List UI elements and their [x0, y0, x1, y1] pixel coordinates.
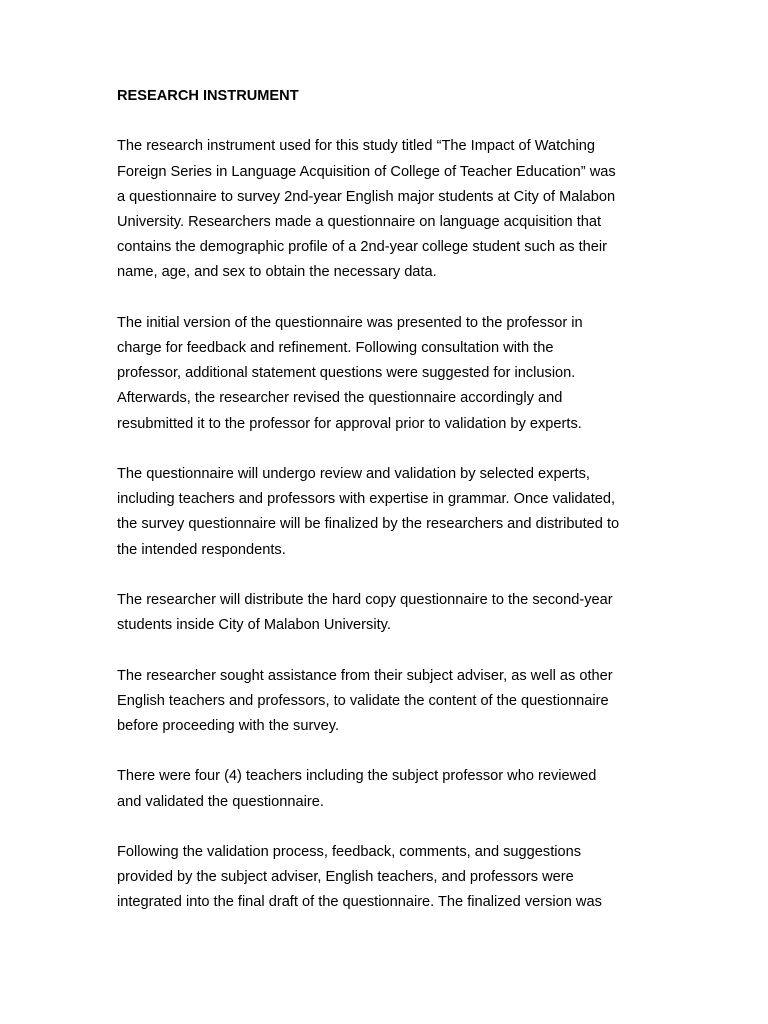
- paragraph-list: [117, 134, 653, 915]
- paragraph-line: contains the demographic profile of a 2nd-year college student such as their: [117, 239, 607, 256]
- paragraph-line: students inside City of Malabon University.: [117, 617, 391, 634]
- paragraph-line: The researcher sought assistance from their subject adviser, as well as other: [117, 667, 613, 684]
- paragraph-line: resubmitted it to the professor for approval prior to validation by experts.: [117, 415, 582, 432]
- paragraph-line: professor, additional statement questions were suggested for inclusion.: [117, 365, 576, 382]
- paragraph-line: before proceeding with the survey.: [117, 718, 340, 734]
- paragraph: [117, 764, 653, 814]
- paragraph-line: The questionnaire will undergo review and validation by selected experts,: [117, 466, 590, 482]
- paragraph: [117, 134, 653, 285]
- paragraph-line: Afterwards, the researcher revised the questionnaire accordingly and: [117, 390, 563, 407]
- paragraph-line: The researcher will distribute the hard copy questionnaire to the second-year: [117, 592, 613, 608]
- paragraph-line: provided by the subject adviser, English teachers, and professors were: [117, 869, 574, 886]
- paragraph-line: integrated into the final draft of the questionnaire. The finalized version was: [117, 894, 602, 911]
- paragraph-line: name, age, and sex to obtain the necessary data.: [117, 264, 437, 281]
- document-body: [117, 84, 653, 941]
- paragraph-line: charge for feedback and refinement. Following consultation with the: [117, 340, 554, 356]
- paragraph-line: English teachers and professors, to validate the content of the questionnaire: [117, 692, 609, 709]
- paragraph: [117, 664, 653, 740]
- paragraph: [117, 462, 653, 563]
- paragraph-line: including teachers and professors with expertise in grammar. Once validated,: [117, 491, 616, 508]
- paragraph: [117, 588, 653, 638]
- paragraph-line: The initial version of the questionnaire was presented to the professor in: [117, 314, 583, 331]
- paragraph-line: and validated the questionnaire.: [117, 793, 324, 810]
- section-heading: RESEARCH INSTRUMENT: [117, 88, 299, 104]
- paragraph-line: The research instrument used for this study titled “The Impact of Watching: [117, 138, 596, 155]
- paragraph-line: a questionnaire to survey 2nd-year English major students at City of Malabon: [117, 188, 616, 205]
- paragraph-line: Foreign Series in Language Acquisition of College of Teacher Education” was: [117, 163, 616, 180]
- paragraph-line: the intended respondents.: [117, 541, 286, 558]
- paragraph: [117, 840, 653, 916]
- paragraph-line: University. Researchers made a questionnaire on language acquisition that: [117, 214, 602, 230]
- paragraph: [117, 311, 653, 437]
- paragraph-line: the survey questionnaire will be finalized by the researchers and distributed to: [117, 516, 620, 533]
- paragraph-line: Following the validation process, feedback, comments, and suggestions: [117, 843, 582, 860]
- paragraph-line: There were four (4) teachers including the subject professor who reviewed: [117, 768, 597, 785]
